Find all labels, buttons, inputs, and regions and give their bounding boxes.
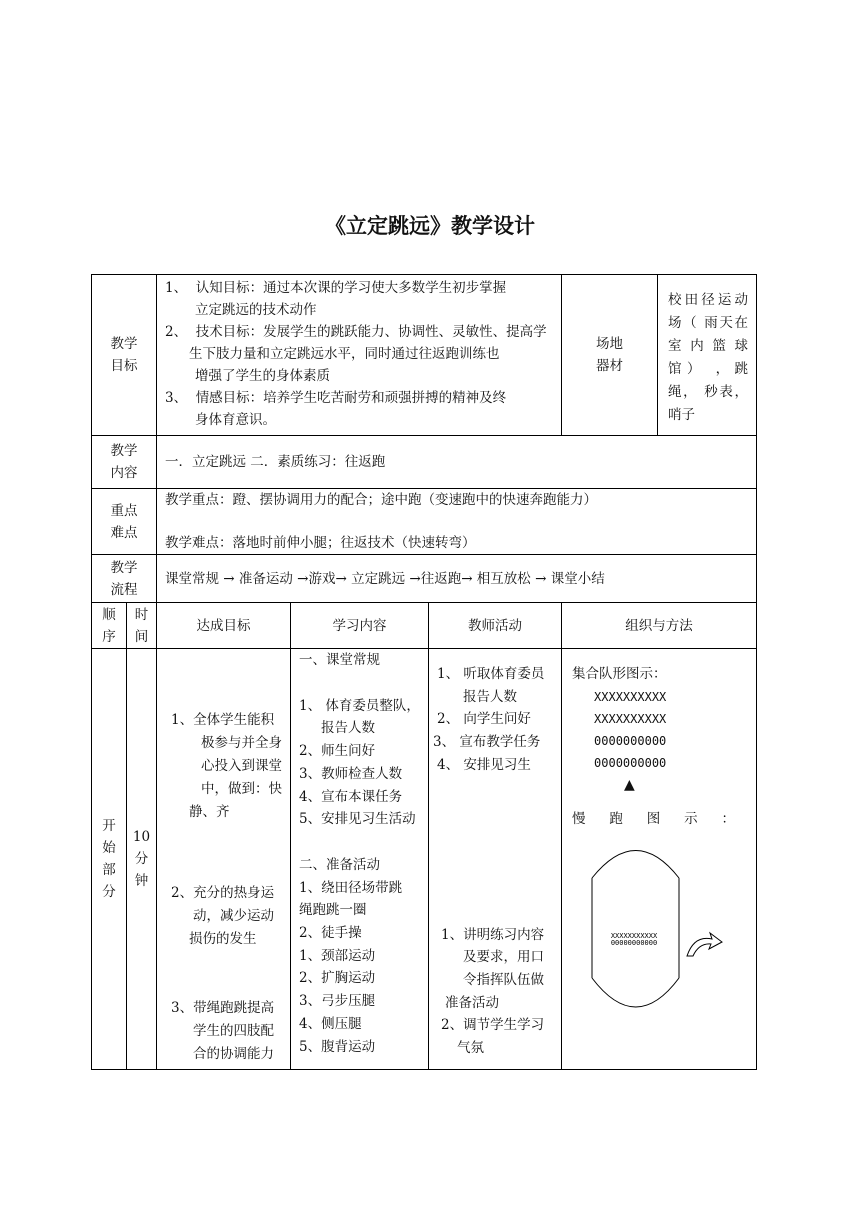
formation-row: 0000000000 — [594, 755, 667, 770]
goals-label: 教学 目标 — [92, 275, 157, 436]
goals-text: 1、 认知目标：通过本次课的学习使大多数学生初步掌握 立定跳远的技术动作 2、 技术目标：发展学生的跳跃能力、协调性、灵敏性、提高学 生下肢力量和立定跳远水平，同时通过往返跑训练也 增强了学生的身体素质 3、 情感目标：培养学生吃苦耐劳和顽强拼搏的精神及终 身体育意识。 — [157, 275, 562, 436]
key-points-row — [92, 489, 757, 555]
track-row-x: XXXXXXXXXXX — [610, 932, 658, 941]
flow-label: 教学 流程 — [92, 555, 157, 603]
header-target: 达成目标 — [157, 603, 291, 649]
track-bottom-arc — [592, 978, 679, 1007]
key-points-text: 教学重点：蹬、摆协调用力的配合；途中跑（变速跑中的快速奔跑能力） 教学难点：落地时前伸小腿；往返技术（快速转弯） — [157, 489, 757, 555]
target-3: 3、带绳跑跳提高 学生的四肢配 合的协调能力 — [171, 1000, 275, 1062]
key-points-label: 重点 难点 — [92, 489, 157, 555]
flow-row — [92, 555, 757, 603]
header-teacher: 教师活动 — [429, 603, 562, 649]
formation-title: 集合队形图示： — [572, 666, 667, 682]
method-cell — [562, 649, 757, 1070]
header-time: 时 间 — [127, 603, 157, 649]
content-label: 教学 内容 — [92, 436, 157, 489]
track-diagram — [572, 831, 756, 1011]
track-row-o: 00000000000 — [610, 939, 658, 948]
section-name: 开 始 部 分 — [92, 649, 127, 1070]
venue-label: 场地 器材 — [562, 275, 658, 436]
study-content-cell: 一、课堂常规 1、 体育委员整队， 报告人数 2、师生问好 3、教师检查人数 4、宣布本课任务 5、安排见习生活动 二、准备活动 1、绕田径场带跳 绳跑跳一圈 2、徒手操 1、颈部运动 2、扩胸运动 3、弓步压腿 4、侧压腿 5、腹背运动 — [291, 649, 429, 1070]
content-text: 一．立定跳远 二．素质练习：往返跑 — [157, 436, 757, 489]
section-time: 10 分 钟 — [127, 649, 157, 1070]
header-study: 学习内容 — [291, 603, 429, 649]
teacher-triangle-icon: ▲ — [624, 776, 635, 793]
jog-diagram-title: 慢 跑 图 示 ： — [572, 811, 736, 828]
teacher-activity-cell: 1、 听取体育委员 报告人数 2、 向学生问好 3、 宣布教学任务 4、 安排见习生 1、讲明练习内容 及要求，用口 令指挥队伍做 准备活动 2、调节学生学习 气氛 — [429, 649, 562, 1070]
track-top-arc — [592, 851, 679, 879]
header-order: 顺 序 — [92, 603, 127, 649]
track-svg — [572, 831, 742, 1021]
document-title: 《立定跳远》教学设计 — [325, 214, 535, 238]
header-method: 组织与方法 — [562, 603, 757, 649]
flow-text: 课堂常规 → 准备运动 →游戏→ 立定跳远 →往返跑→ 相互放松 → 课堂小结 — [157, 555, 757, 603]
column-header-row — [92, 603, 757, 649]
targets-cell — [157, 649, 291, 1070]
opening-section-row — [92, 649, 757, 1070]
content-row — [92, 436, 757, 489]
goals-row — [92, 275, 757, 436]
lesson-plan-table — [91, 274, 757, 1070]
formation-row: XXXXXXXXXX — [594, 711, 667, 726]
venue-text: 校田径运动场（ 雨天在室内篮球馆） ，跳绳， 秒表，哨子 — [658, 275, 757, 436]
target-1: 1、全体学生能积 极参与并全身 心投入到课堂 中，做到：快 静、齐 — [171, 712, 282, 820]
target-2: 2、充分的热身运 动，减少运动 损伤的发生 — [171, 885, 275, 947]
formation-row: XXXXXXXXXX — [594, 689, 667, 704]
formation-row: 0000000000 — [594, 733, 667, 748]
curved-arrow-icon — [687, 933, 722, 956]
